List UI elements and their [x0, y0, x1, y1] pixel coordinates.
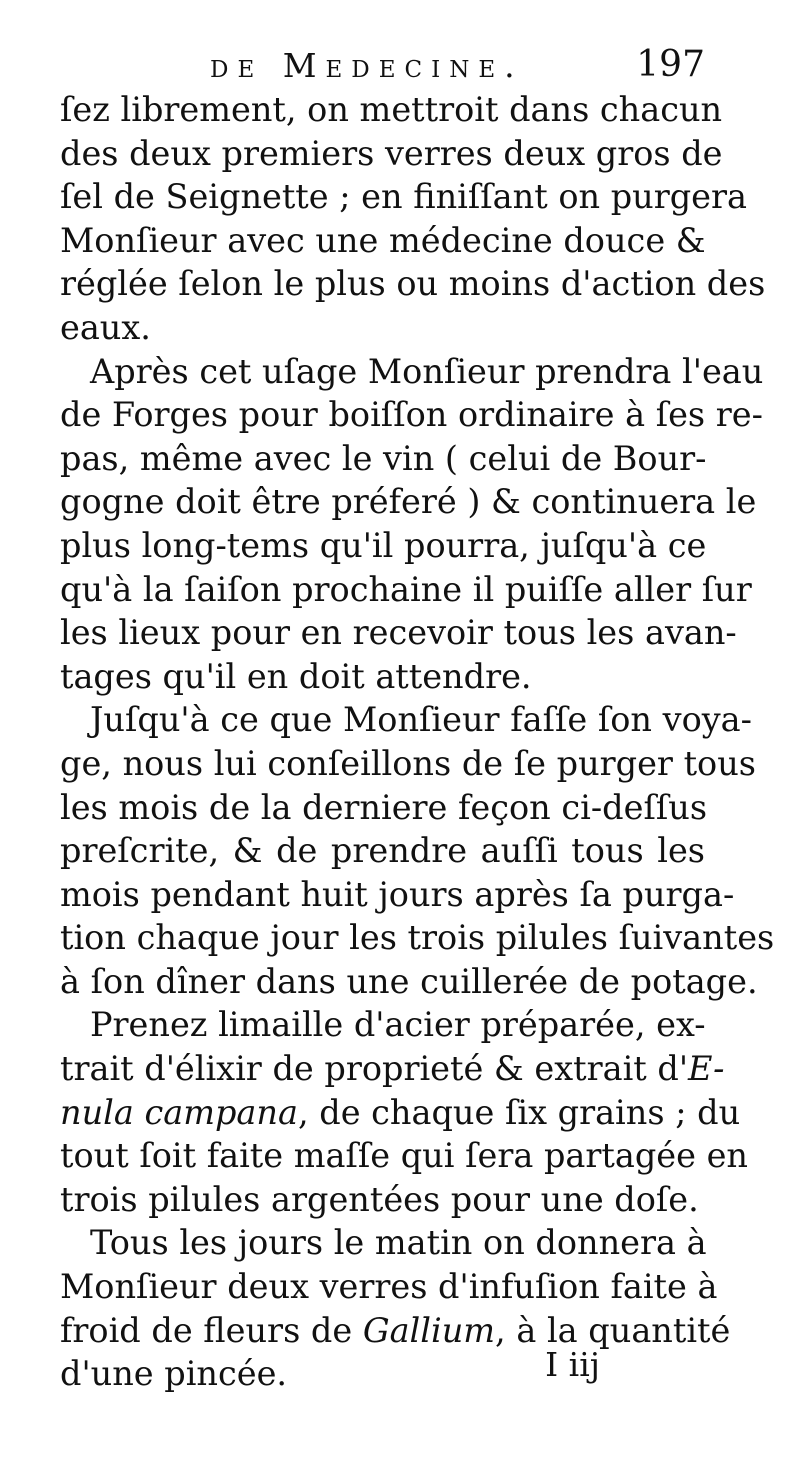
paragraph-start-line: Après cet uſage Monſieur prendra l'eau: [90, 351, 764, 391]
text-line: eaux.: [60, 307, 151, 347]
text-line: réglée ſelon le plus ou moins d'action des: [60, 264, 766, 304]
paragraph-start-line: Prenez limaille d'acier préparée, ex-: [90, 1005, 706, 1045]
text-line: nula campana, de chaque ſix grains ; du: [60, 1092, 741, 1132]
text-line: ſez librement, on mettroit dans chacun: [60, 90, 723, 129]
page-header: [60, 42, 705, 92]
text-line: trois pilules argentées pour une doſe.: [60, 1179, 699, 1219]
text-line: les mois de la derniere feçon ci-deſſus: [60, 787, 708, 827]
text-line: à ſon dîner dans une cuillerée de potage.: [60, 961, 758, 1001]
text-line: gogne doit être préferé ) & continuera le: [60, 482, 757, 522]
text-line: des deux premiers verres deux gros de: [60, 133, 723, 173]
paragraph-start-line: Juſqu'à ce que Monſieur faſſe ſon voya-: [90, 700, 752, 740]
text-line: pas, même avec le vin ( celui de Bour-: [60, 438, 707, 478]
body-text: [60, 88, 775, 1396]
text-line: qu'à la ſaiſon prochaine il puiſſe aller ſur: [60, 569, 752, 609]
text-line: tages qu'il en doit attendre.: [60, 656, 532, 696]
paragraph-start-line: Tous les jours le matin on donnera à: [90, 1223, 707, 1263]
text-line: plus long-tems qu'il pourra, juſqu'à ce: [60, 525, 707, 565]
text-line: preſcrite, & de prendre auſſi tous les: [60, 831, 705, 871]
text-line: de Forges pour boiſſon ordinaire à ſes re-: [60, 395, 763, 435]
text-line: les lieux pour en recevoir tous les avan-: [60, 613, 737, 653]
text-line: mois pendant huit jours après ſa purga-: [60, 874, 735, 914]
page-number: 197: [636, 44, 705, 85]
signature-mark: I iij: [545, 1345, 600, 1384]
text-line: froid de fleurs de Gallium, à la quantité: [60, 1310, 731, 1350]
text-line: tion chaque jour les trois pilules ſuivantes: [60, 918, 775, 958]
text-line: trait d'élixir de proprieté & extrait d'E-: [60, 1049, 725, 1089]
text-line: d'une pincée.: [60, 1354, 288, 1394]
text-line: Monſieur deux verres d'infuſion faite à: [60, 1267, 718, 1307]
text-line: tout ſoit faite maſſe qui ſera partagée en: [60, 1136, 748, 1176]
text-line: ge, nous lui conſeillons de ſe purger tous: [60, 743, 756, 783]
running-head: de Medecine.: [210, 46, 524, 85]
text-line: Monſieur avec une médecine douce &: [60, 220, 706, 260]
text-line: ſel de Seignette ; en finiſſant on purgera: [60, 177, 747, 217]
